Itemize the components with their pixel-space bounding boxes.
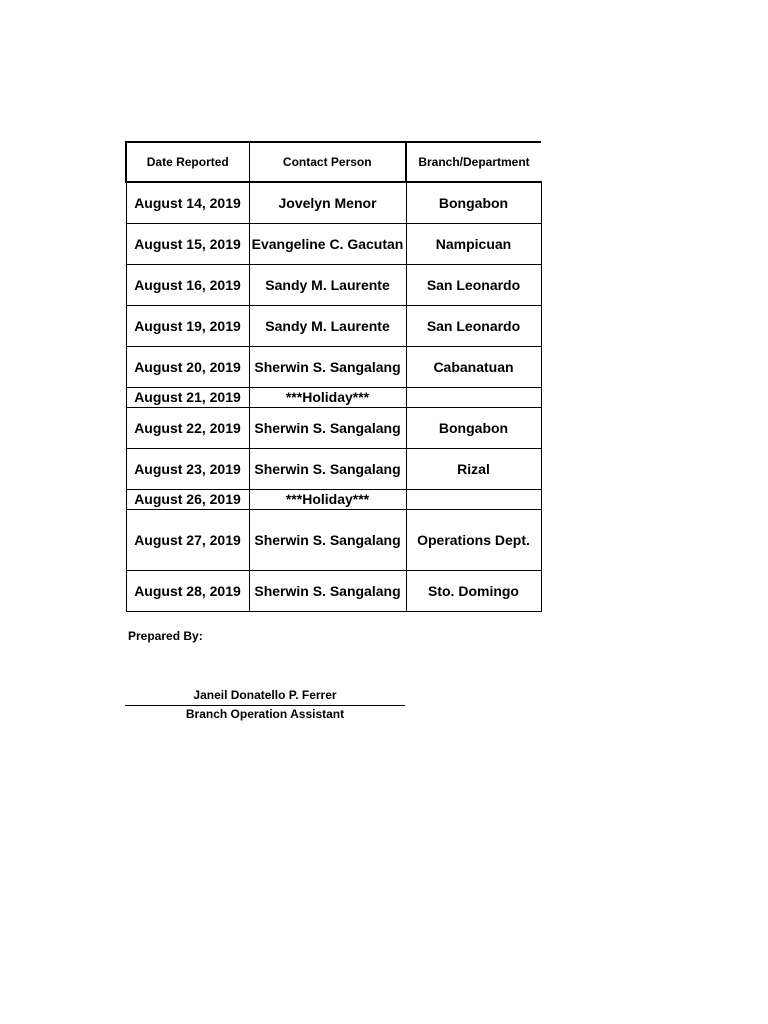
cell-branch [406,490,541,510]
table-row-holiday [126,490,541,510]
cell-contact: Sherwin S. Sangalang [249,347,406,388]
table-row [126,571,541,612]
table-row [126,224,541,265]
cell-branch: San Leonardo [406,306,541,347]
header-contact-person: Contact Person [249,142,406,182]
signature-block [125,687,405,722]
cell-contact: ***Holiday*** [249,388,406,408]
header-branch-department: Branch/Department [406,142,541,182]
cell-contact: Sandy M. Laurente [249,265,406,306]
table-row [126,510,541,571]
header-date-reported: Date Reported [126,142,249,182]
preparer-name: Janeil Donatello P. Ferrer [125,687,405,706]
cell-contact: Sherwin S. Sangalang [249,449,406,490]
table-row [126,182,541,224]
cell-date: August 27, 2019 [126,510,249,571]
report-table [125,141,542,612]
table-row [126,347,541,388]
cell-contact: ***Holiday*** [249,490,406,510]
cell-branch: San Leonardo [406,265,541,306]
table-row [126,265,541,306]
cell-date: August 28, 2019 [126,571,249,612]
cell-branch: Nampicuan [406,224,541,265]
cell-contact: Sherwin S. Sangalang [249,408,406,449]
cell-branch: Cabanatuan [406,347,541,388]
prepared-by-label: Prepared By: [128,629,203,643]
cell-branch: Bongabon [406,182,541,224]
cell-branch: Operations Dept. [406,510,541,571]
cell-contact: Sandy M. Laurente [249,306,406,347]
table-row [126,408,541,449]
table-header-row [126,142,541,182]
cell-date: August 20, 2019 [126,347,249,388]
cell-contact: Jovelyn Menor [249,182,406,224]
cell-date: August 23, 2019 [126,449,249,490]
cell-contact: Sherwin S. Sangalang [249,510,406,571]
cell-date: August 14, 2019 [126,182,249,224]
cell-date: August 15, 2019 [126,224,249,265]
cell-branch: Rizal [406,449,541,490]
table-row-holiday [126,388,541,408]
cell-contact: Evangeline C. Gacutan [249,224,406,265]
cell-contact: Sherwin S. Sangalang [249,571,406,612]
cell-branch: Bongabon [406,408,541,449]
cell-branch [406,388,541,408]
table-row [126,449,541,490]
cell-branch: Sto. Domingo [406,571,541,612]
cell-date: August 26, 2019 [126,490,249,510]
cell-date: August 21, 2019 [126,388,249,408]
cell-date: August 19, 2019 [126,306,249,347]
preparer-title: Branch Operation Assistant [185,707,345,721]
cell-date: August 16, 2019 [126,265,249,306]
table-row [126,306,541,347]
cell-date: August 22, 2019 [126,408,249,449]
